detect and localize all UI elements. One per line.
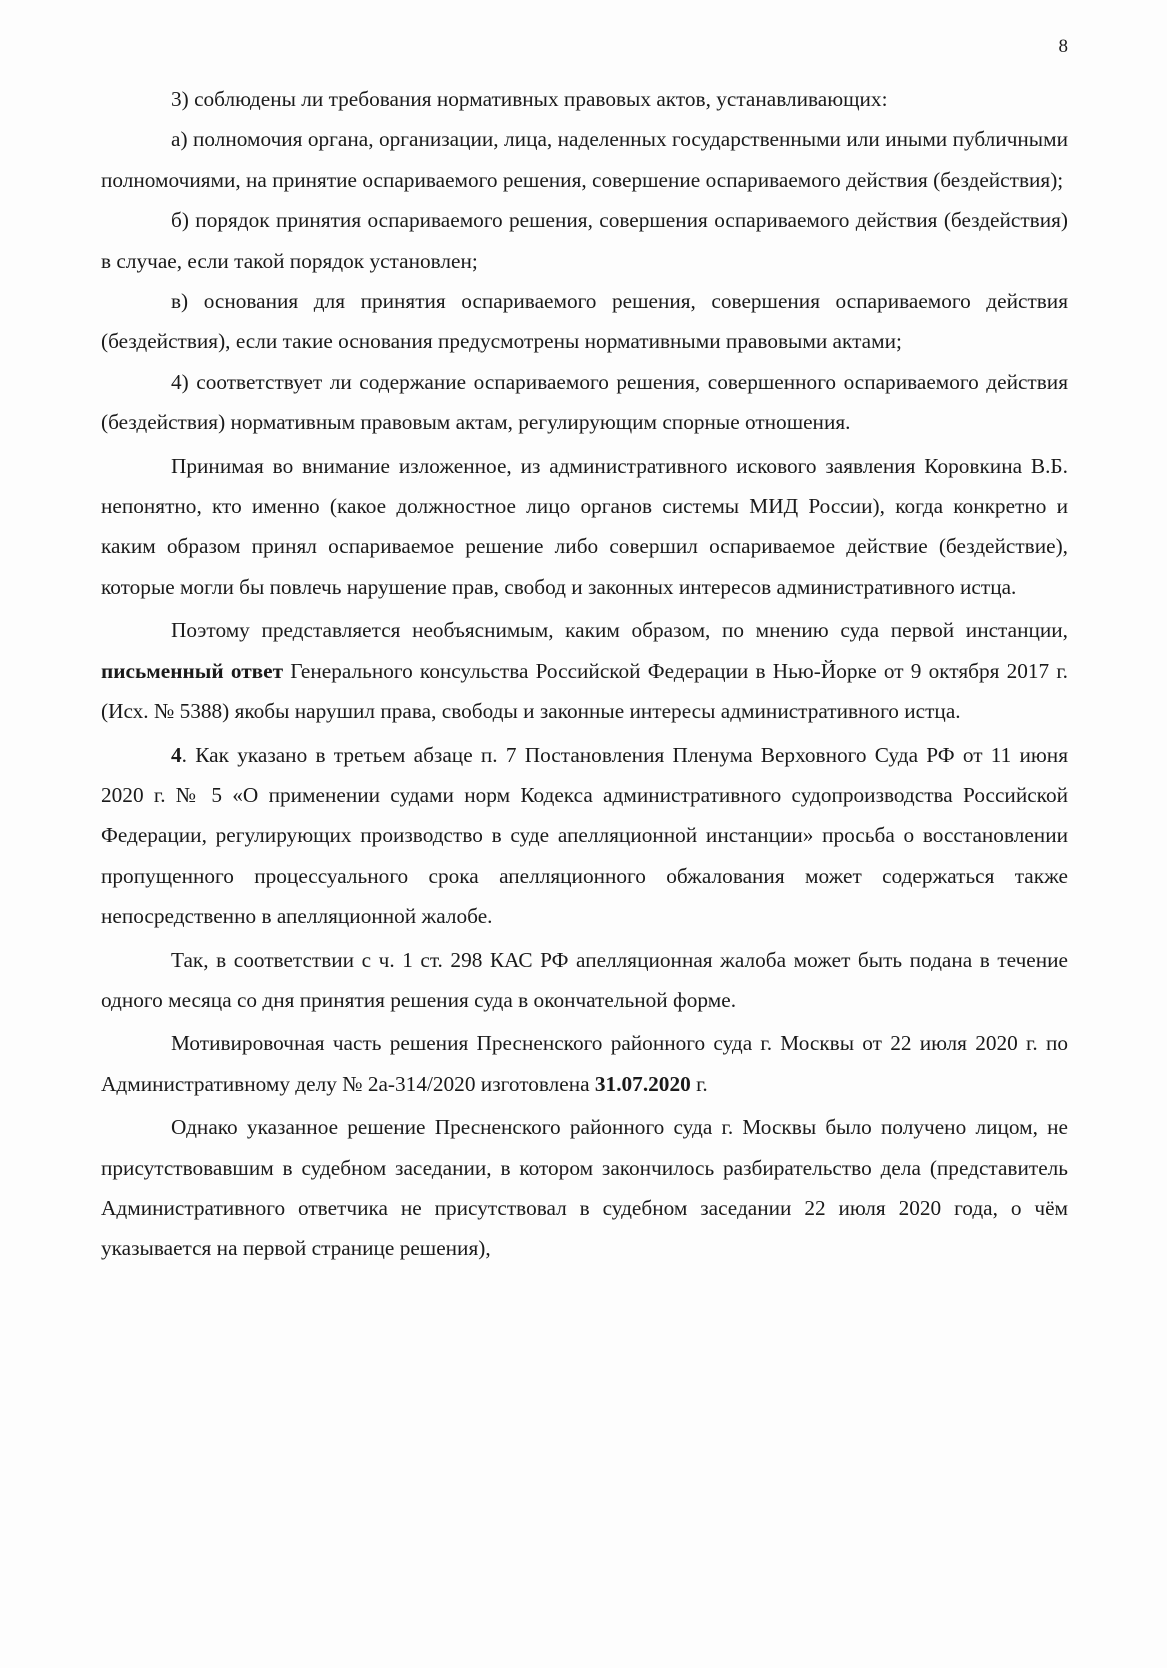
paragraph-reasoning-text-1: Мотивировочная часть решения Пресненского районного суда г. Москвы от 22 июля 2020 г. по Административному делу № 2а-314/2020 изготовлена bbox=[101, 1031, 1068, 1096]
paragraph-however: Однако указанное решение Пресненского районного суда г. Москвы было получено лицом, не присутствовавшим в судебном заседании, в котором закончилось разбирательство дела (представитель Административного ответчика не присутствовал в судебном заседании 22 июля 2020 года, о чём указывается на первой странице решения), bbox=[101, 1115, 1068, 1261]
section-number: 4 bbox=[171, 742, 182, 767]
paragraph-subitem-v: в) основания для принятия оспариваемого решения, совершения оспариваемого действия (бездействия), если такие основания предусмотрены нормативными правовыми актами; bbox=[101, 289, 1068, 354]
page-number: 8 bbox=[1058, 36, 1068, 57]
document-body bbox=[101, 79, 1068, 1269]
paragraph-therefore-text-2: Генерального консульства Российской Федерации в Нью-Йорке от 9 октября 2017 г. (Исх. № 5388) якобы нарушил права, свободы и законные интересы административного истца. bbox=[101, 658, 1068, 724]
paragraph-therefore-text-1: Поэтому представляется необъяснимым, каким образом, по мнению суда первой инстанции, bbox=[171, 618, 1068, 643]
paragraph-item-4: 4) соответствует ли содержание оспариваемого решения, совершенного оспариваемого действия (бездействия) нормативным правовым актам, регулирующим спорные отношения. bbox=[101, 369, 1068, 435]
decision-date-emphasis: 31.07.2020 bbox=[594, 1071, 691, 1096]
paragraph-section-4-text: . Как указано в третьем абзаце п. 7 Постановления Пленума Верховного Суда РФ от 11 июня 2020 г. № 5 «О применении судами норм Кодекса административного судопроизводства Российской Федерации, регулирующих производство в суде апелляционной инстанции» просьба о восстановлении пропущенного процессуального срока апелляционного обжалования может содержаться также непосредственно в апелляционной жалобе. bbox=[101, 742, 1068, 929]
paragraph-subitem-b: б) порядок принятия оспариваемого решения, совершения оспариваемого действия (бездействия) в случае, если такой порядок установлен; bbox=[101, 208, 1068, 273]
paragraph-subitem-a: а) полномочия органа, организации, лица, наделенных государственными или иными публичными полномочиями, на принятие оспариваемого решения, совершение оспариваемого действия (бездействия); bbox=[101, 127, 1068, 192]
paragraph-therefore bbox=[101, 610, 1068, 731]
paragraph-reasoning-part bbox=[101, 1023, 1068, 1104]
paragraph-section-4 bbox=[101, 735, 1068, 937]
paragraph-considering: Принимая во внимание изложенное, из административного искового заявления Коровкина В.Б. непонятно, кто именно (какое должностное лицо органов системы МИД России), когда конкретно и каким образом принял оспариваемое решение либо совершил оспариваемое действие (бездействие), которые могли бы повлечь нарушение прав, свобод и законных интересов административного истца. bbox=[101, 453, 1068, 599]
paragraph-kas-article: Так, в соответствии с ч. 1 ст. 298 КАС РФ апелляционная жалоба может быть подана в течение одного месяца со дня принятия решения суда в окончательной форме. bbox=[101, 947, 1068, 1012]
written-answer-emphasis: письменный ответ bbox=[101, 658, 284, 683]
paragraph-reasoning-text-2: г. bbox=[690, 1071, 708, 1096]
paragraph-item-3: 3) соблюдены ли требования нормативных правовых актов, устанавливающих: bbox=[171, 87, 888, 111]
